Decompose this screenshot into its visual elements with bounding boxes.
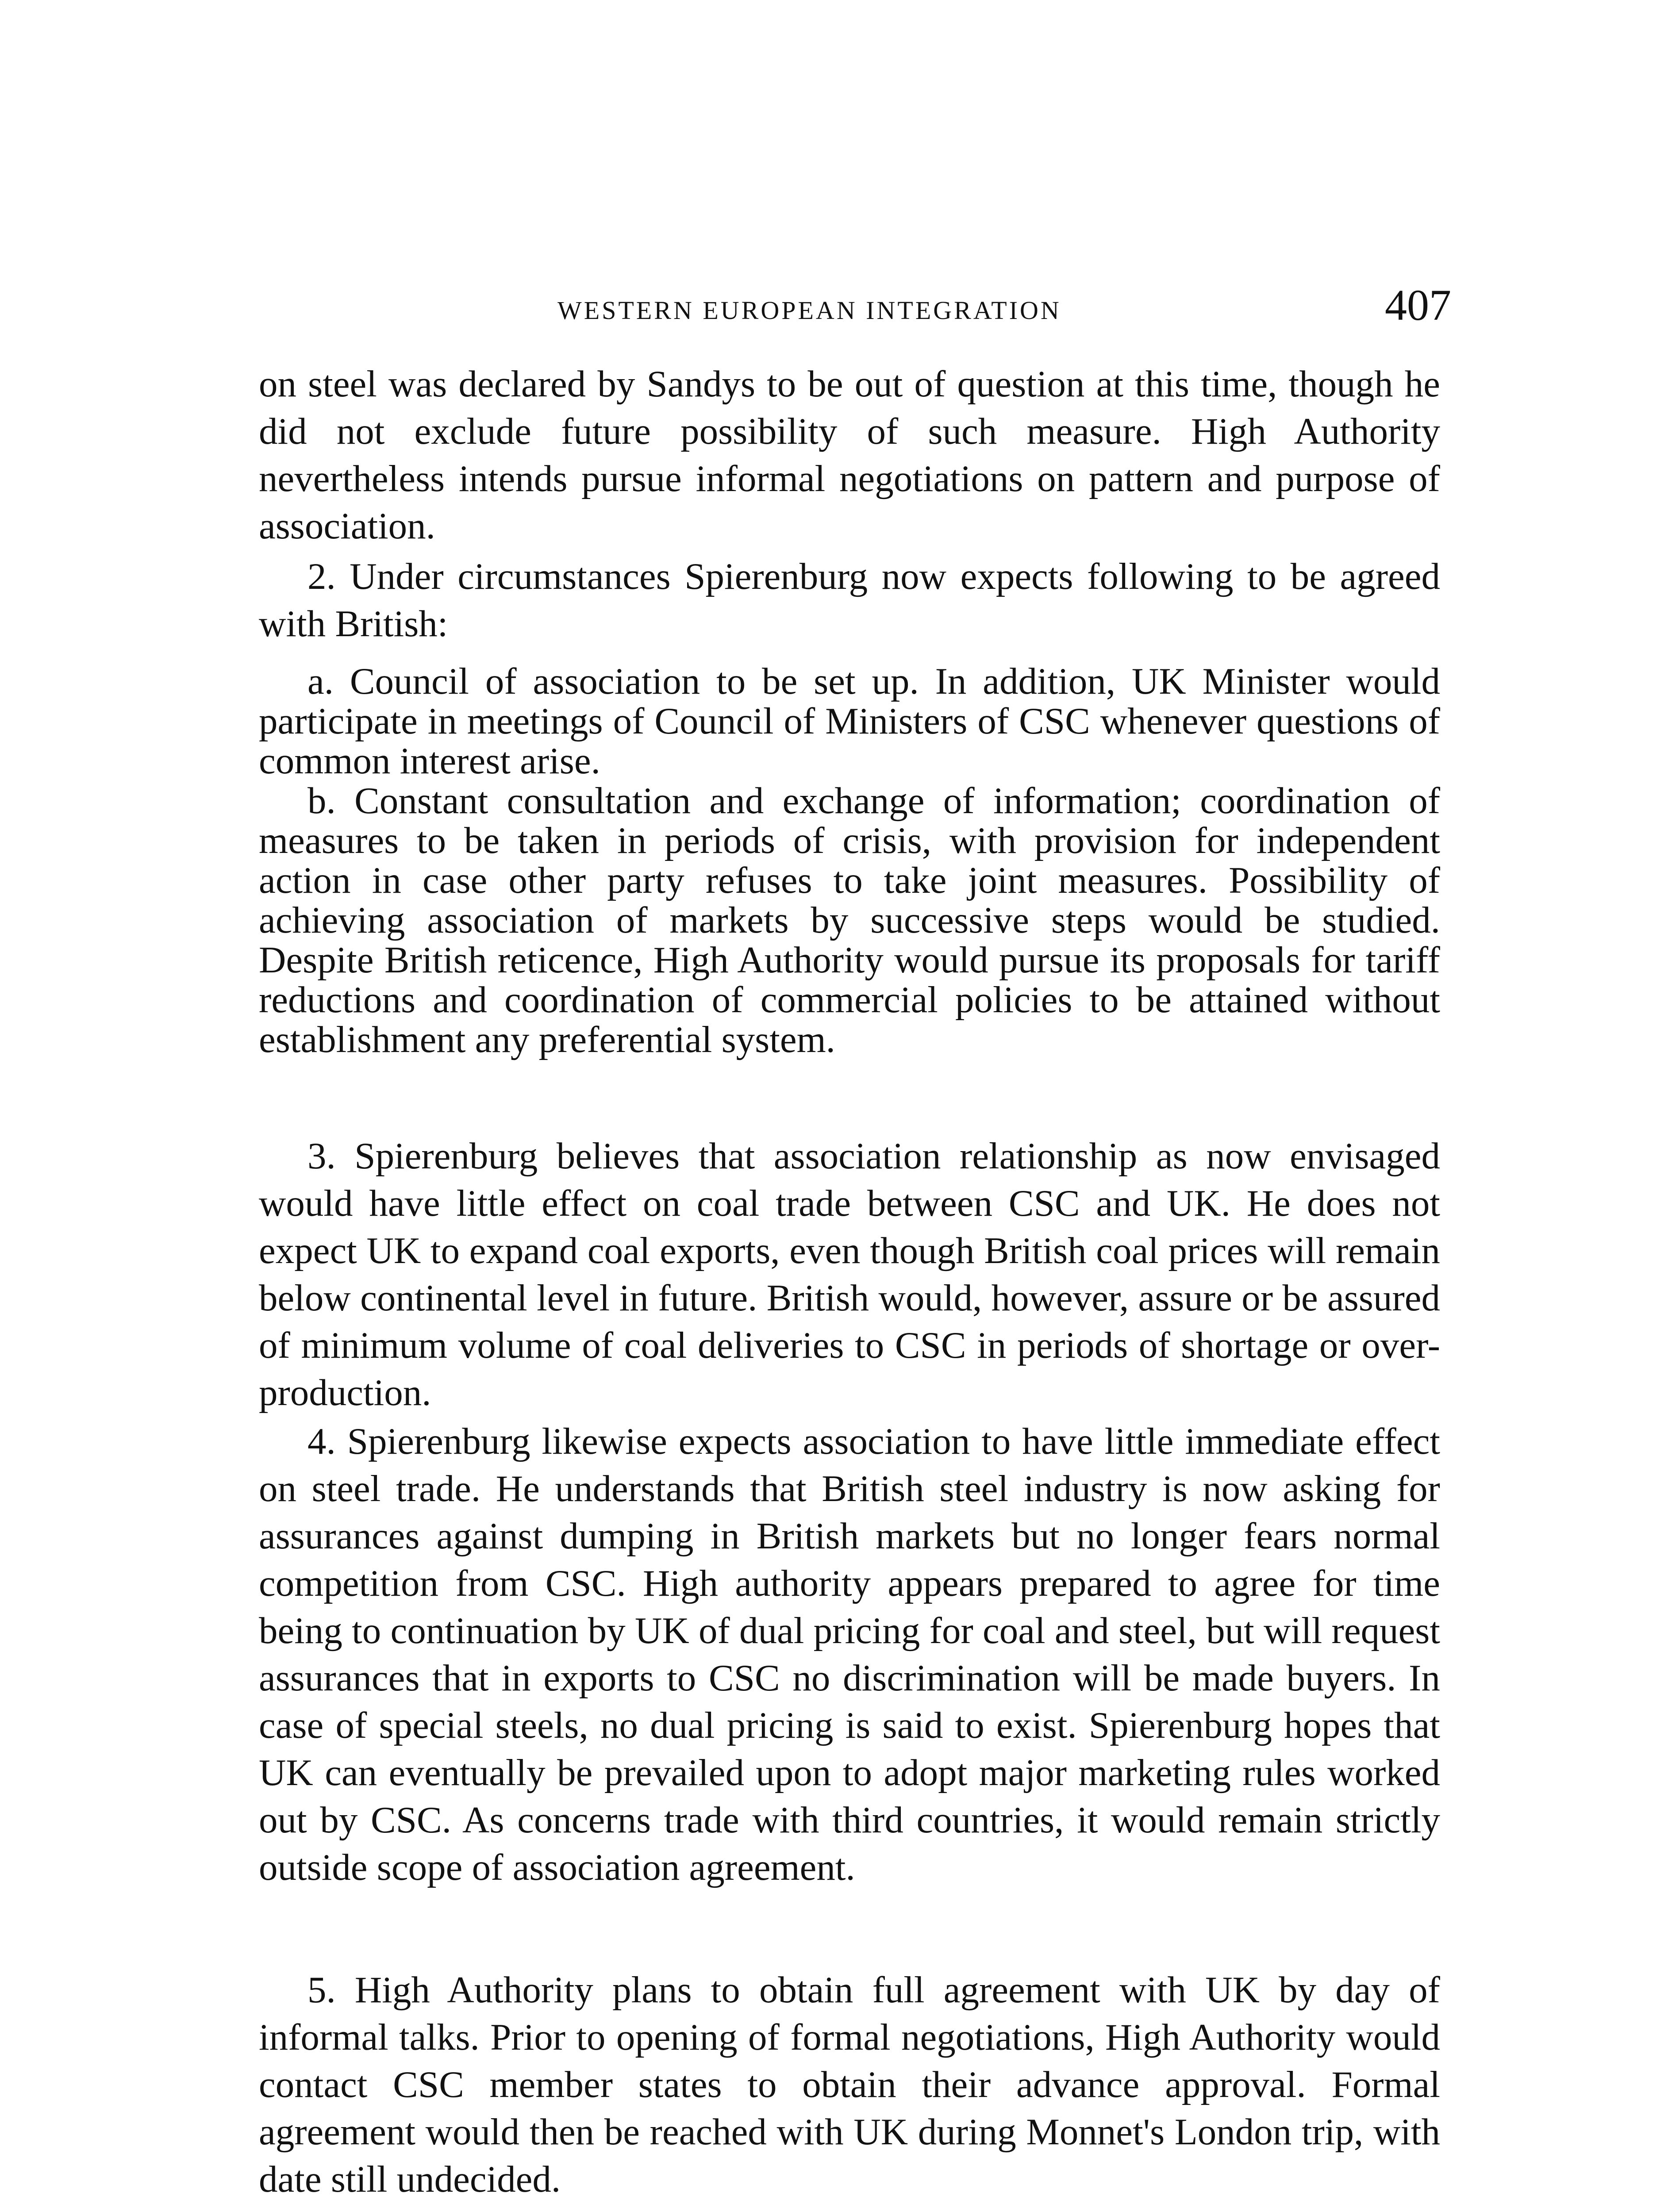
page-number: 407 (1385, 280, 1451, 330)
paragraph-5: 5. High Authority plans to obtain full agreement with UK by day of informal talks. Prior to opening of formal negotiations, High Authority would contact CSC member states to obtain their advance approval. Formal agreement would then be reached with UK during Monnet's London trip, with date still undecided. (259, 1969, 1440, 2200)
paragraph-3: 3. Spierenburg believes that association relationship as now envisaged would have little effect on coal trade between CSC and UK. He does not expect UK to expand coal exports, even though British coal prices will remain below continental level in future. British would, however, assure or be assured of minimum volume of coal deliveries to CSC in periods of shortage or over-production. (259, 1135, 1440, 1413)
paragraph-2b: b. Constant consultation and exchange of information; coordination of measures to be taken in periods of crisis, with provision for independent action in case other party refuses to take joint measures. Possibility of achieving association of markets by successive steps would be studied. Despite British reticence, High Authority would pursue its proposals for tariff reductions and coordination of commercial policies to be attained without establishment any preferential system. (259, 780, 1440, 1060)
running-header-title: WESTERN EUROPEAN INTEGRATION (557, 296, 1061, 325)
paragraph-2: 2. Under circumstances Spierenburg now expects following to be agreed with British: (259, 556, 1440, 645)
paragraph-2a: a. Council of association to be set up. In addition, UK Minister would participate in meetings of Council of Ministers of CSC whenever questions of common interest arise. (259, 661, 1440, 782)
paragraph-continuation: on steel was declared by Sandys to be out of question at this time, though he did not exclude future possibility of such measure. High Authority nevertheless intends pursue informal negotiations on pattern and purpose of association. (259, 363, 1440, 547)
paragraph-4: 4. Spierenburg likewise expects association to have little immediate effect on steel trade. He understands that British steel industry is now asking for assurances against dumping in British markets but no longer fears normal competition from CSC. High authority appears prepared to agree for time being to continuation by UK of dual pricing for coal and steel, but will request assurances that in exports to CSC no discrimination will be made buyers. In case of special steels, no dual pricing is said to exist. Spierenburg hopes that UK can eventually be prevailed upon to adopt major marketing rules worked out by CSC. As concerns trade with third countries, it would remain strictly outside scope of association agreement. (259, 1421, 1440, 1888)
